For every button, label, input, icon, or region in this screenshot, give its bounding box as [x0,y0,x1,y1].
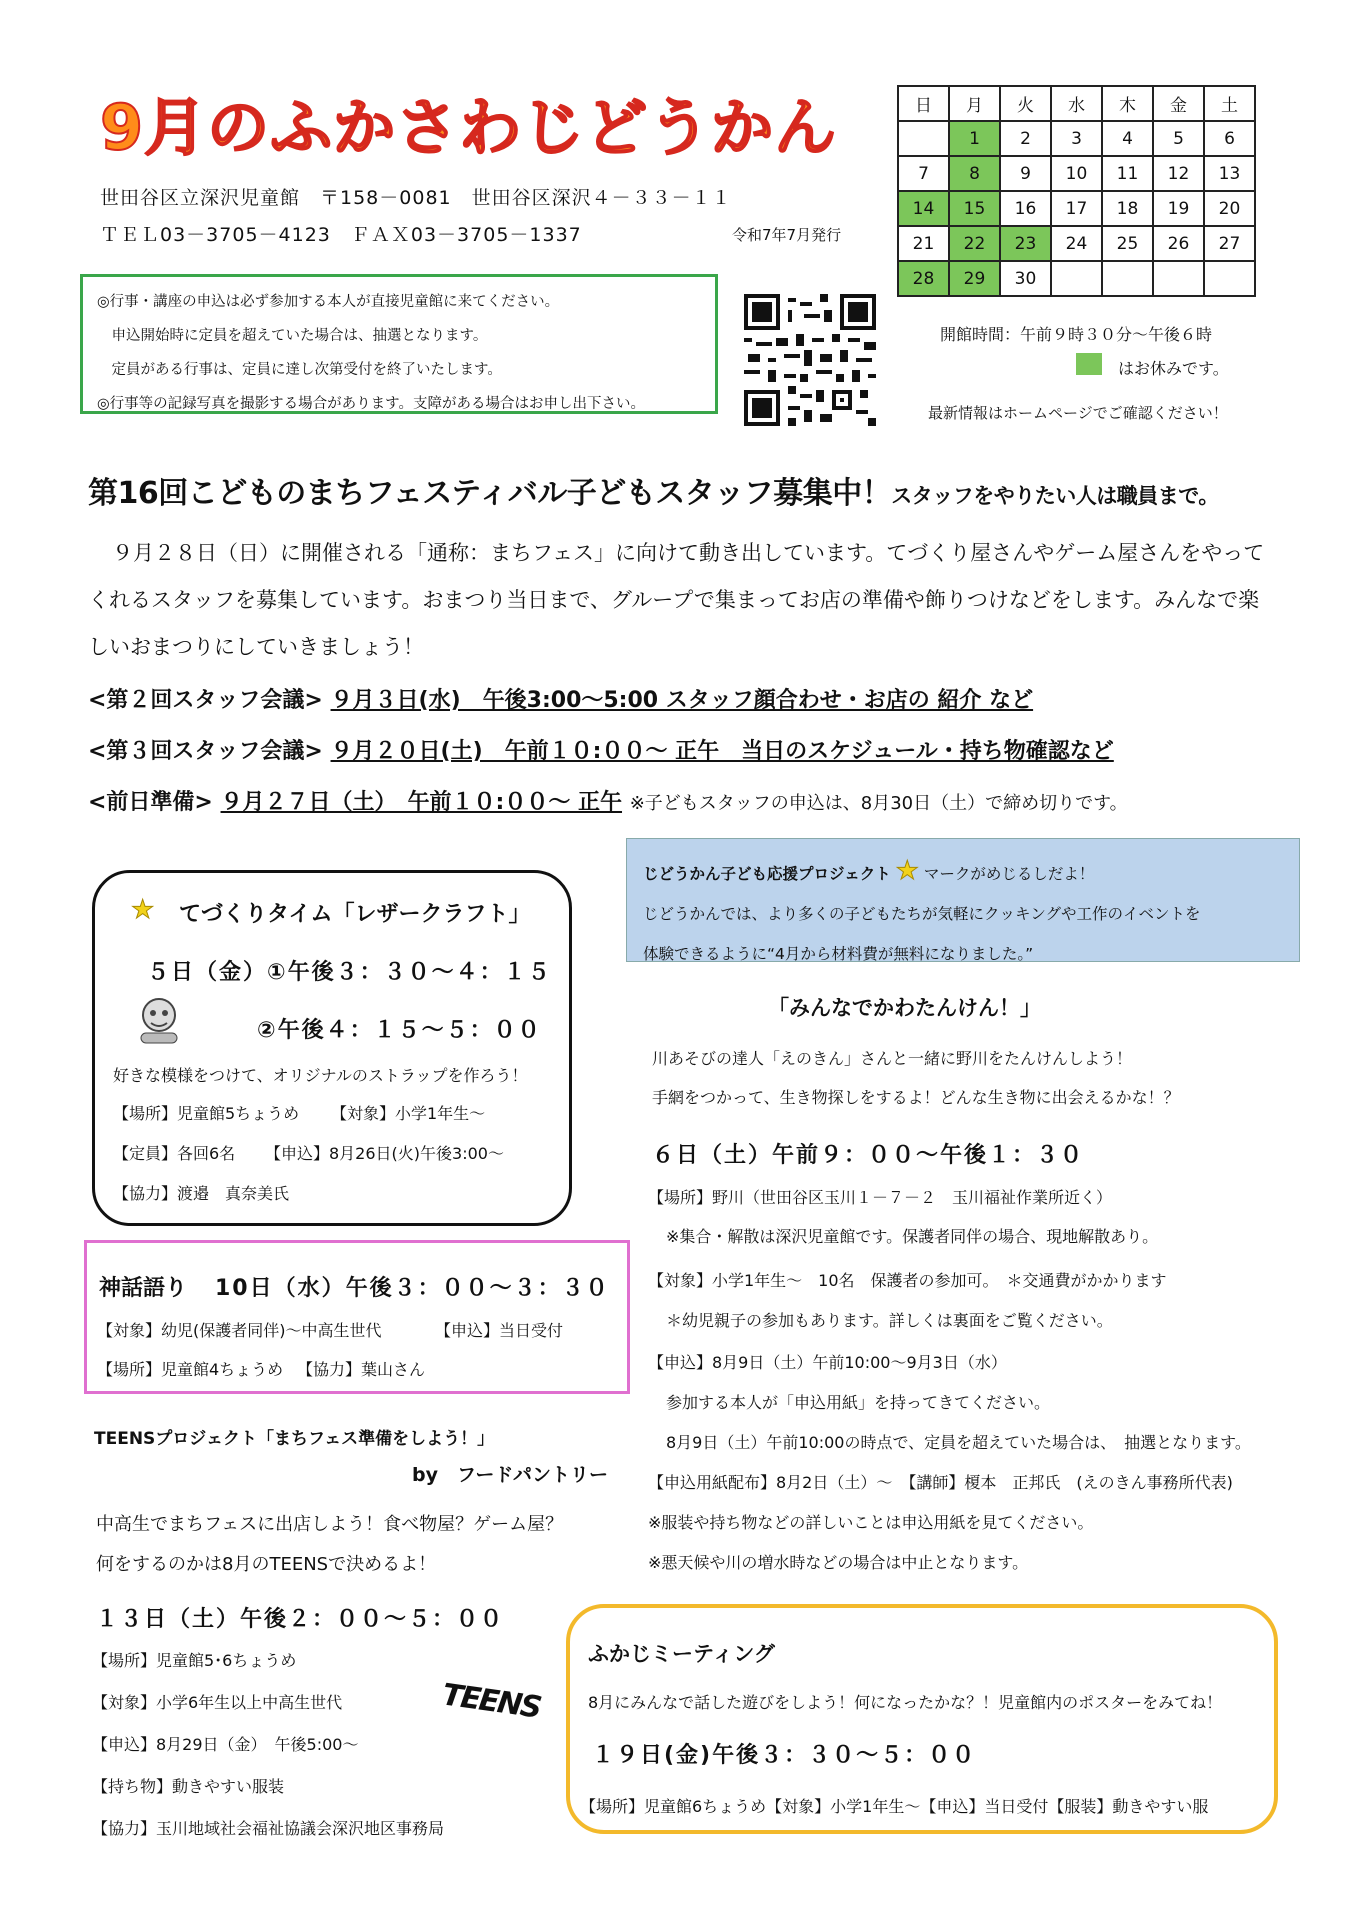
leather-capacity: 【定員】各回6名 [113,1144,236,1163]
weekday: 月 [949,86,1000,121]
river-target: 【対象】小学1年生～ 10名 保護者の参加可。 ＊交通費がかかります [648,1271,1167,1290]
fukaji-details: 【場所】児童館6ちょうめ【対象】小学1年生～【申込】当日受付【服装】動きやすい服 [580,1797,1209,1816]
calendar [897,85,1256,297]
river-parent-note: ＊幼児親子の参加もあります。詳しくは裏面をご覧ください。 [666,1311,1113,1330]
river-meet-note: ※集合・解散は深沢児童館です。保護者同伴の場合、現地解散あり。 [666,1227,1159,1246]
star-icon: ★ [895,856,919,886]
fukaji-title: ふかじミーティング [588,1642,775,1666]
calendar-week [898,261,1255,296]
leather-time-2: ②午後４：１５～５：００ [257,1018,542,1043]
calendar-day: 20 [1204,191,1255,226]
festival-headline-sub: スタッフをやりたい人は職員まで。 [891,484,1219,508]
calendar-day [1204,261,1255,296]
calendar-weekday-row [898,86,1255,121]
calendar-day: 12 [1153,156,1204,191]
notice-line: 定員がある行事は、定員に達し次第受付を終了いたします。 [97,362,502,378]
teens-bring: 【持ち物】動きやすい服装 [92,1777,285,1796]
myth-box [84,1240,630,1394]
support-title: じどうかん子ども応援プロジェクト [643,865,891,883]
river-note-1: ※服装や持ち物などの詳しいことは申込用紙を見てください。 [648,1513,1094,1532]
notice-box [80,274,718,414]
page-title: 9月のふかさわじどうかん [100,91,838,164]
teens-target: 【対象】小学6年生以上中高生世代 [92,1693,343,1712]
meeting-label: <前日準備> [88,790,213,815]
festival-headline-main: 第16回こどものまちフェスティバル子どもスタッフ募集中！ [88,476,892,511]
river-note-2: ※悪天候や川の増水時などの場合は中止となります。 [648,1553,1029,1572]
calendar-day: 5 [1153,121,1204,156]
festival-body: ９月２８日（日）に開催される「通称：まちフェス」に向けて動き出しています。てづくり屋さんやゲーム屋さんをやってくれるスタッフを募集しています。おまつり当日まで、グループで集まってお店の準備や飾りつけなどをします。みんなで楽しいおまつりにしていきましょう！ [88,541,1265,659]
calendar-day: 4 [1102,121,1153,156]
meeting-label: <第２回スタッフ会議> [88,688,323,713]
fukaji-desc: 8月にみんなで話した遊びをしよう！何になったかな？！児童館内のポスターをみてね！ [588,1693,1223,1712]
river-line-1: 川あそびの達人「えのきん」さんと一緒に野川をたんけんしよう！ [652,1049,1133,1068]
calendar-day: 18 [1102,191,1153,226]
river-apply-note: 参加する本人が「申込用紙」を持ってきてください。 [666,1393,1051,1412]
support-project-box [626,838,1300,962]
meeting-row [88,683,1033,714]
calendar-day: 3 [1051,121,1102,156]
leather-time-1: ５日（金）①午後３：３０～４：１５ [147,960,552,985]
teens-place: 【場所】児童館5･6ちょうめ [92,1651,297,1670]
myth-title: 神話語り [99,1276,188,1301]
calendar-day: 22 [949,226,1000,261]
myth-time: 10日（水）午後３：００～３：３０ [215,1276,610,1301]
festival-headline [88,468,1219,512]
myth-apply: 【申込】当日受付 [435,1321,564,1340]
calendar-week [898,226,1255,261]
fukaji-meeting-box [566,1604,1278,1834]
leather-desc: 好きな模様をつけて、オリジナルのストラップを作ろう！ [113,1066,528,1085]
calendar-day: 7 [898,156,949,191]
weekday: 水 [1051,86,1102,121]
calendar-day: 9 [1000,156,1051,191]
calendar-day: 13 [1204,156,1255,191]
river-title: 「みんなでかわたんけん！」 [768,996,1041,1020]
leather-cooperation: 【協力】渡邉 真奈美氏 [113,1184,290,1203]
meeting-row [88,734,1114,765]
calendar-week [898,121,1255,156]
craft-person-icon [131,991,187,1047]
teens-cooperation: 【協力】玉川地域社会福祉協議会深沢地区事務局 [92,1819,445,1838]
teens-logo: TEENS [440,1677,543,1726]
calendar-day: 29 [949,261,1000,296]
opening-hours: 開館時間：午前９時３０分～午後６時 [940,325,1213,344]
support-mark-text: マークがめじるしだよ！ [923,865,1095,883]
calendar-day: 14 [898,191,949,226]
closed-legend-text: はお休みです。 [1118,359,1229,378]
deadline-note: ※子どもスタッフの申込は、8月30日（土）で締め切りです。 [629,793,1128,814]
meeting-label: <第３回スタッフ会議> [88,739,323,764]
support-line-1: じどうかんでは、より多くの子どもたちが気軽にクッキングや工作のイベントを [643,905,1201,923]
fukaji-time: １９日(金)午後３：３０～５：００ [592,1743,977,1768]
teens-apply: 【申込】8月29日（金） 午後5:00～ [92,1735,359,1754]
calendar-day: 10 [1051,156,1102,191]
support-line-2: 体験できるように“4月から材料費が無料になりました。” [643,945,1034,963]
calendar-day [898,121,949,156]
calendar-week [898,156,1255,191]
star-icon: ★ [131,895,155,925]
meeting-detail: ９月２７日（土） 午前１０:００～ 正午 [220,790,623,815]
meeting-detail: ９月３日(水) 午後3:00～5:00 スタッフ顔合わせ・お店の 紹介 など [330,688,1034,713]
river-form: 【申込用紙配布】8月2日（土）～ 【講師】榎本 正邦氏 (えのきん事務所代表) [648,1473,1233,1492]
calendar-day [1153,261,1204,296]
teens-line-1: 中高生でまちフェスに出店しよう！食べ物屋？ゲーム屋？ [96,1514,564,1535]
calendar-day: 11 [1102,156,1153,191]
notice-line: 申込開始時に定員を超えていた場合は、抽選となります。 [97,328,488,344]
leather-target: 【対象】小学1年生～ [331,1104,486,1123]
calendar-day [1102,261,1153,296]
leather-place: 【場所】児童館5ちょうめ [113,1104,300,1123]
calendar-week [898,191,1255,226]
teens-line-2: 何をするのかは8月のTEENSで決めるよ！ [96,1554,437,1575]
contact-line: ＴＥＬ03－3705－4123 ＦＡＸ03－3705－1337 [100,224,582,246]
weekday: 木 [1102,86,1153,121]
calendar-day: 16 [1000,191,1051,226]
teens-by: by フードパントリー [412,1464,609,1486]
notice-line: ◎行事等の記録写真を撮影する場合があります。支障がある場合はお申し出下さい。 [97,396,645,412]
myth-place: 【場所】児童館4ちょうめ [97,1360,284,1379]
calendar-day: 19 [1153,191,1204,226]
river-apply: 【申込】8月9日（土）午前10:00～9月3日（水） [648,1353,1007,1372]
leather-craft-box [92,870,572,1226]
address-line: 世田谷区立深沢児童館 〒158－0081 世田谷区深沢４－３３－１１ [100,187,732,209]
leather-apply: 【申込】8月26日(火)午後3:00～ [265,1144,504,1163]
calendar-day: 2 [1000,121,1051,156]
calendar-day: 25 [1102,226,1153,261]
meeting-row [88,785,1128,816]
weekday: 火 [1000,86,1051,121]
calendar-day: 28 [898,261,949,296]
teens-title: TEENSプロジェクト「まちフェス準備をしよう！」 [94,1429,495,1449]
calendar-day: 8 [949,156,1000,191]
calendar-day: 30 [1000,261,1051,296]
issue-date: 令和7年7月発行 [732,226,842,244]
calendar-day: 24 [1051,226,1102,261]
calendar-day: 6 [1204,121,1255,156]
river-time: ６日（土）午前９：００～午後１：３０ [652,1143,1085,1168]
calendar-day: 17 [1051,191,1102,226]
calendar-day: 27 [1204,226,1255,261]
latest-info-note: 最新情報はホームページでご確認ください！ [928,404,1228,422]
qr-code-icon[interactable] [744,294,876,426]
calendar-day: 26 [1153,226,1204,261]
leather-title: てづくりタイム「レザークラフト」 [179,902,531,927]
meeting-detail: ９月２０日(土) 午前１０:００～ 正午 当日のスケジュール・持ち物確認など [330,739,1114,764]
calendar-day: 21 [898,226,949,261]
calendar-day: 1 [949,121,1000,156]
river-lottery: 8月9日（土）午前10:00の時点で、定員を超えていた場合は、 抽選となります。 [666,1433,1251,1452]
river-line-2: 手網をつかって、生き物探しをするよ！どんな生き物に出会えるかな！？ [652,1088,1180,1107]
teens-time: １３日（土）午後２：００～５：００ [96,1607,505,1632]
myth-target: 【対象】幼児(保護者同伴)～中高生世代 [97,1321,382,1340]
river-place: 【場所】野川（世田谷区玉川１－７－２ 玉川福祉作業所近く） [648,1188,1113,1207]
calendar-day [1051,261,1102,296]
support-header [643,851,1283,894]
weekday: 日 [898,86,949,121]
weekday: 土 [1204,86,1255,121]
myth-cooperation: 【協力】葉山さん [297,1360,426,1379]
calendar-day: 15 [949,191,1000,226]
weekday: 金 [1153,86,1204,121]
closed-legend-swatch [1076,353,1102,375]
calendar-day: 23 [1000,226,1051,261]
notice-line: ◎行事・講座の申込は必ず参加する本人が直接児童館に来てください。 [97,294,560,310]
